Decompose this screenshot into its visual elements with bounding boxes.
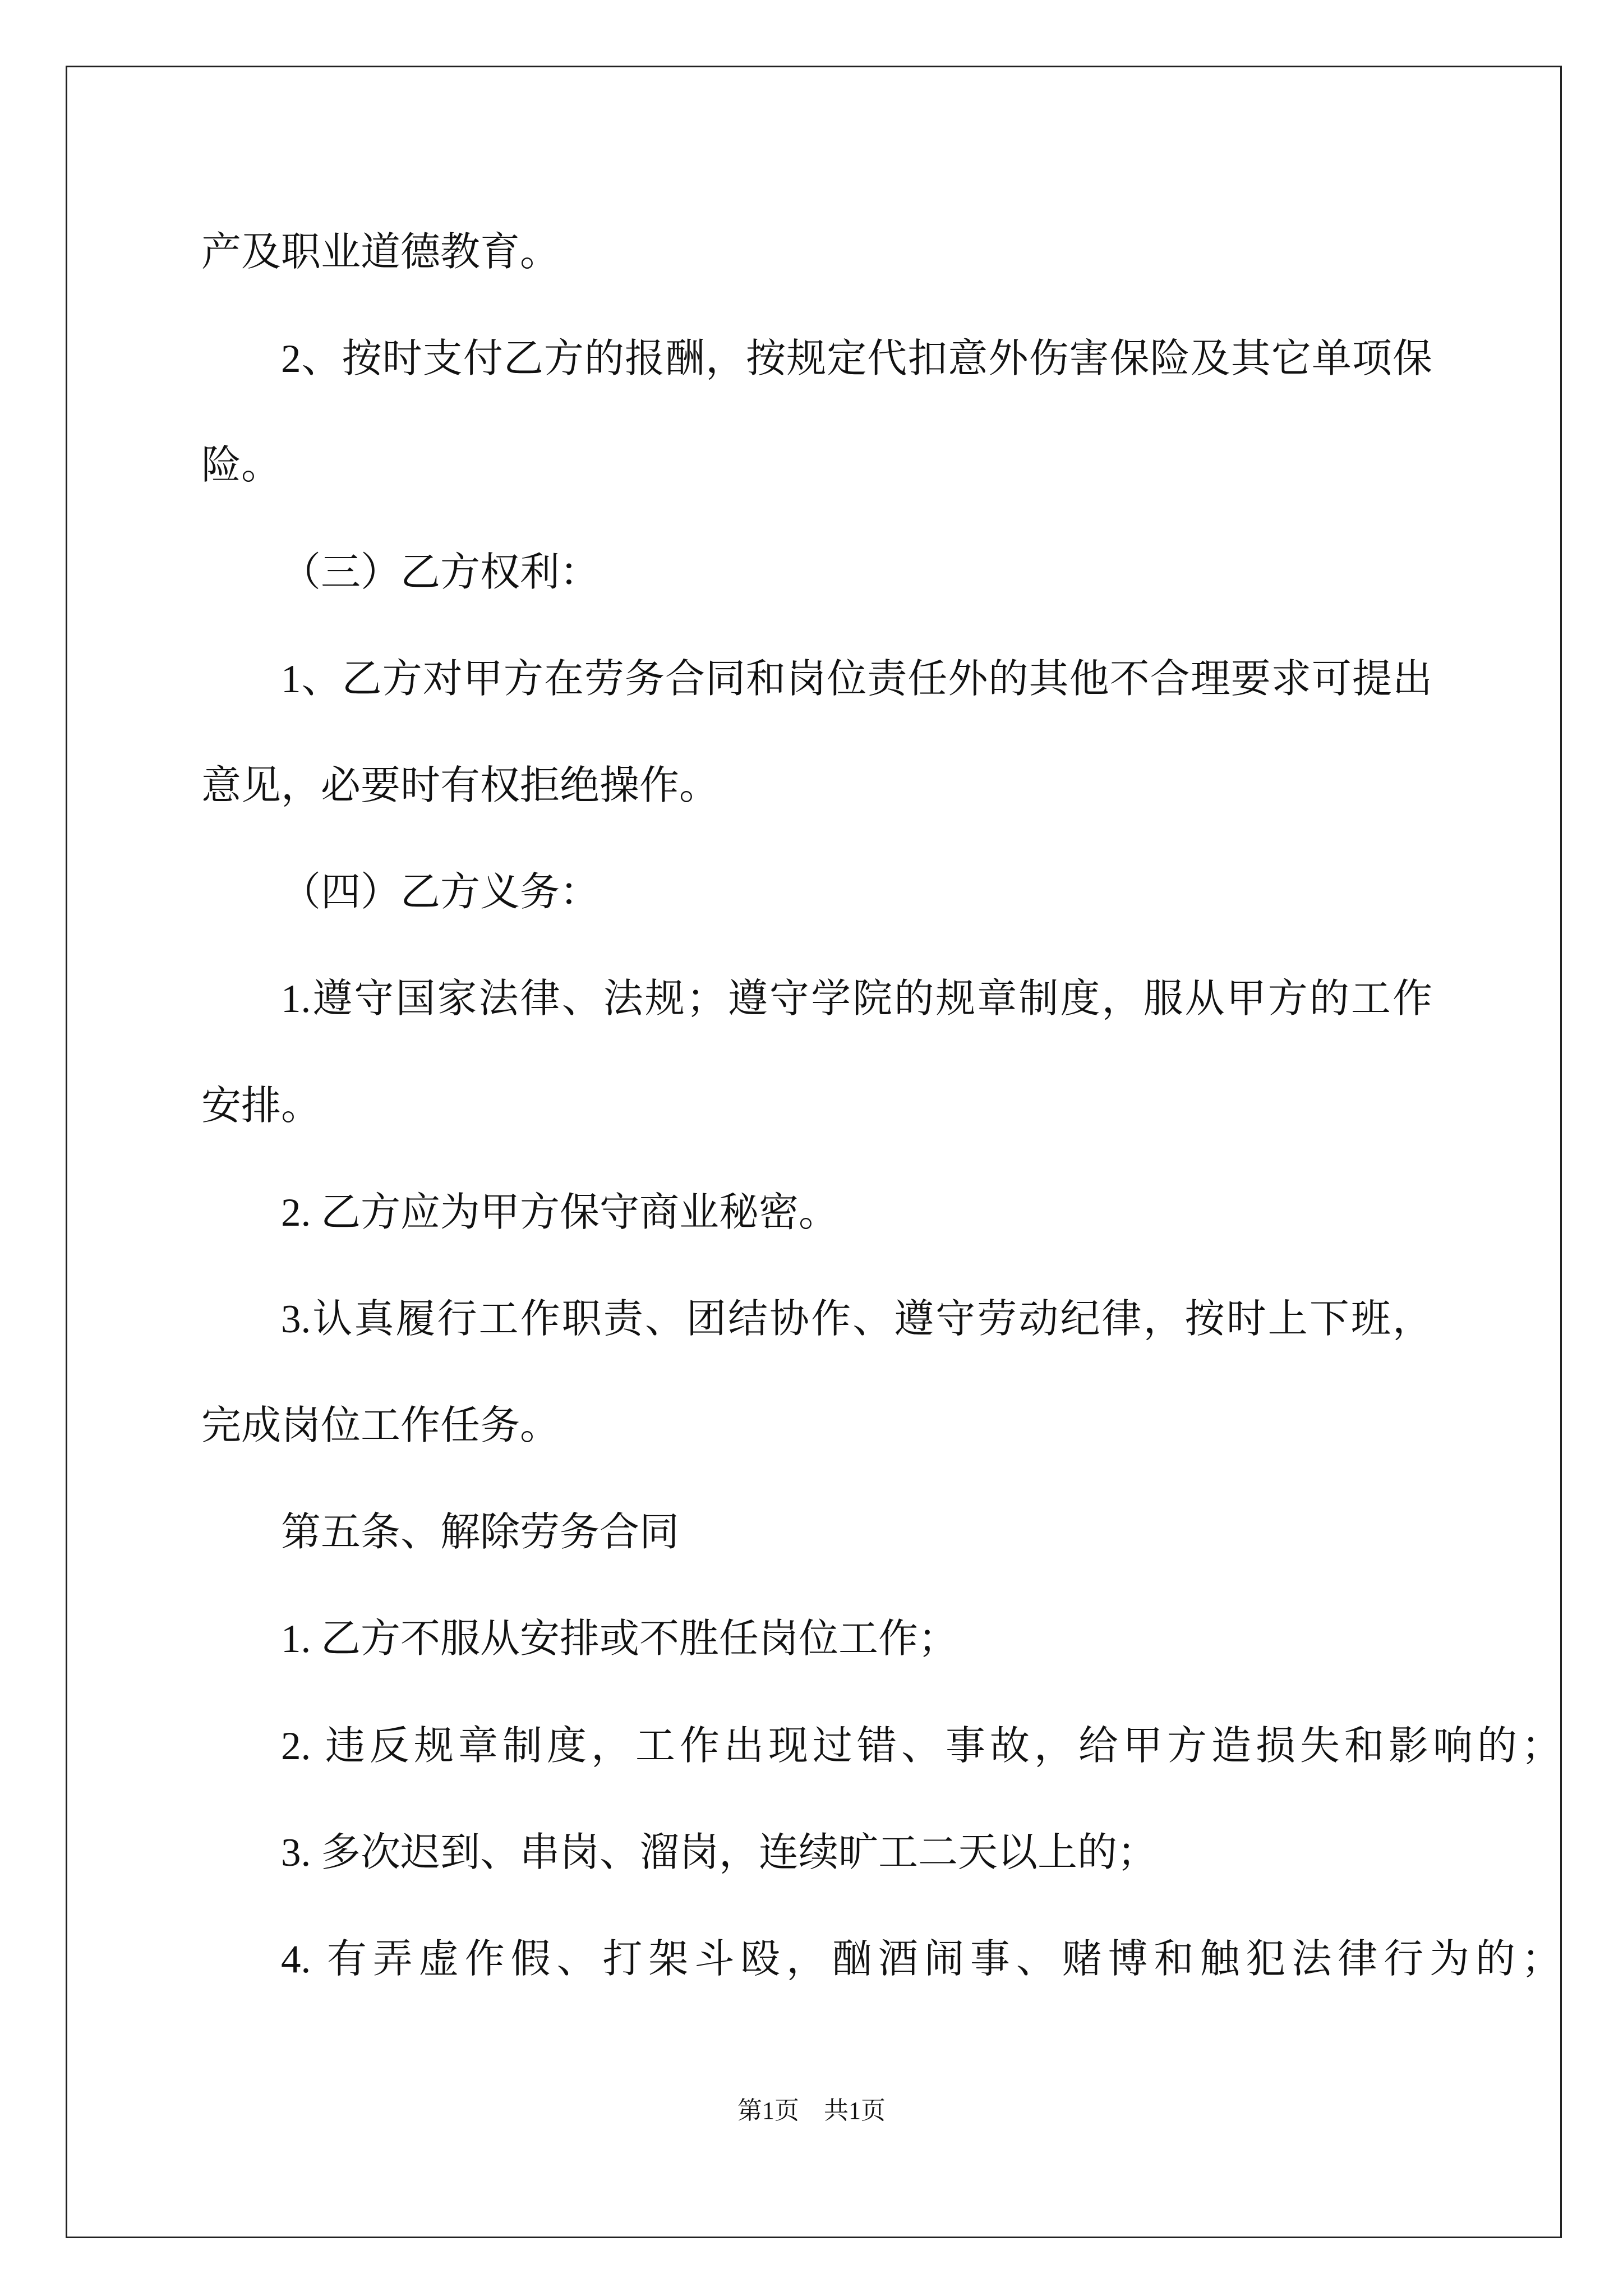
termination-clause-3 <box>201 1800 1432 1906</box>
paragraph-party-a-duty-2 <box>201 306 1432 519</box>
paragraph-line: 完成岗位工作任务。 <box>201 1404 560 1448</box>
paragraph-party-b-duty-3 <box>201 1266 1432 1479</box>
paragraph-line: 1、乙方对甲方在劳务合同和岗位责任外的其他不合理要求可提出 <box>281 657 1432 701</box>
termination-clause-2 <box>201 1693 1561 1800</box>
paragraph-continuation <box>201 199 1432 306</box>
heading-text: 第五条、解除劳务合同 <box>281 1511 680 1555</box>
paragraph-line: 1.遵守国家法律、法规；遵守学院的规章制度，服从甲方的工作 <box>281 977 1432 1022</box>
heading-text: （四）乙方义务： <box>281 871 600 915</box>
paragraph-party-b-duty-1 <box>201 946 1432 1159</box>
paragraph-line: 3. 多次迟到、串岗、溜岗，连续旷工二天以上的； <box>281 1830 1158 1875</box>
section-heading-party-b-rights <box>201 519 1432 626</box>
paragraph-line: 1. 乙方不服从安排或不胜任岗位工作； <box>281 1617 958 1662</box>
page-number: 第1页 <box>737 2097 799 2124</box>
section-heading-party-b-duties <box>201 839 1432 946</box>
paragraph-line: 安排。 <box>201 1084 321 1128</box>
paragraph-line: 2. 乙方应为甲方保守商业秘密。 <box>281 1190 839 1235</box>
paragraph-party-b-duty-2 <box>201 1159 1432 1266</box>
page-total: 共1页 <box>824 2097 886 2124</box>
paragraph-line: 险。 <box>201 444 282 488</box>
paragraph-line: 2. 违反规章制度，工作出现过错、事故，给甲方造损失和影响的； <box>281 1724 1561 1768</box>
paragraph-line: 4. 有弄虚作假、打架斗殴，酗酒闹事、赌博和触犯法律行为的； <box>281 1938 1561 1981</box>
page-footer <box>0 2094 1623 2128</box>
paragraph-party-b-right-1 <box>201 626 1432 839</box>
paragraph-line: 意见，必要时有权拒绝操作。 <box>201 763 720 808</box>
termination-clause-1 <box>201 1586 1432 1692</box>
paragraph-line: 3.认真履行工作职责、团结协作、遵守劳动纪律，按时上下班， <box>281 1297 1432 1341</box>
document-body <box>201 199 1561 2013</box>
paragraph-line: 产及职业道德教育。 <box>201 231 560 274</box>
heading-text: （三）乙方权利： <box>281 550 600 595</box>
paragraph-line: 2、按时支付乙方的报酬，按规定代扣意外伤害保险及其它单项保 <box>281 337 1432 381</box>
termination-clause-4 <box>201 1906 1561 2013</box>
article-heading-termination <box>201 1479 1432 1586</box>
